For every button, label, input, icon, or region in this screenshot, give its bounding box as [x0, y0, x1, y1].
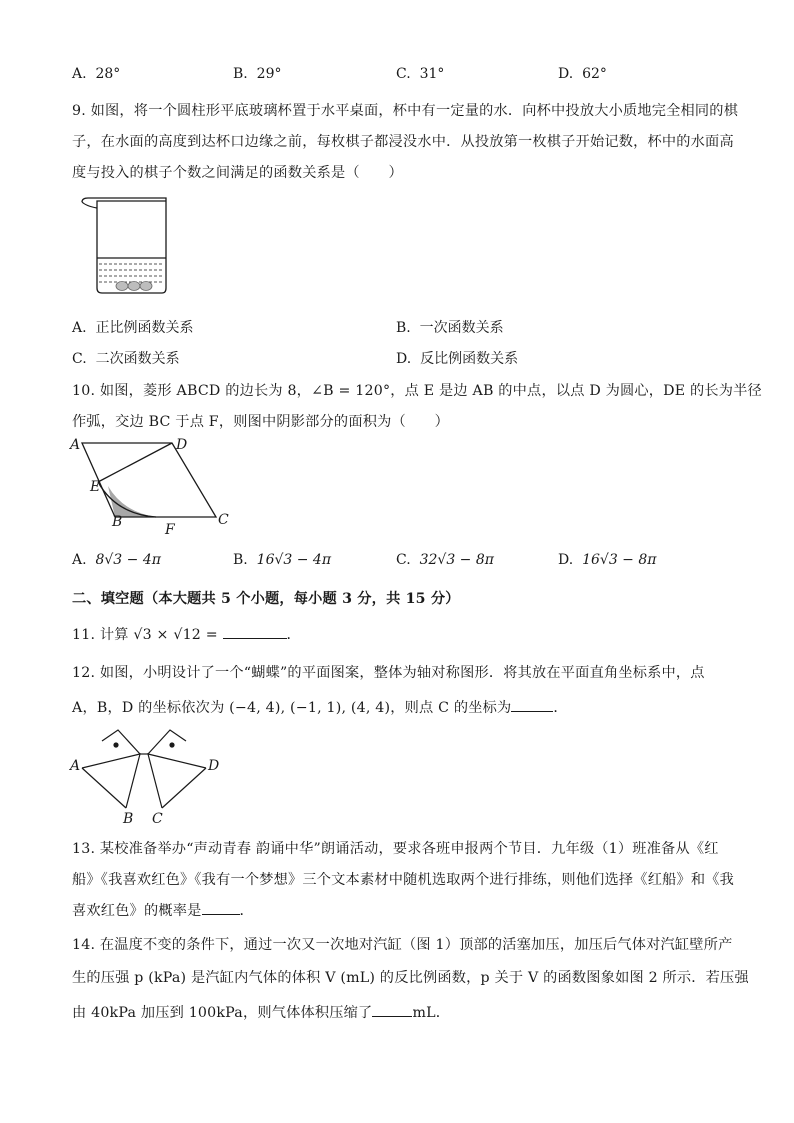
q10-label-e: E — [90, 479, 101, 495]
q12-label-b: B — [123, 811, 134, 827]
q14-text-line-2: 生的压强 p (kPa) 是汽缸内气体的体积 V (mL) 的反比例函数，p 关于 V 的函数图象如图 2 所示．若压强 — [72, 970, 749, 986]
q14-answer-blank — [372, 1004, 412, 1017]
q11-answer-blank — [223, 626, 287, 639]
q9-text-line-2: 子，在水面的高度到达杯口边缘之前，每枚棋子都浸没水中．从投放第一枚棋子开始记数，杯中的水面高 — [72, 134, 734, 150]
q9-text-line-3: 度与投入的棋子个数之间满足的函数关系是（ ） — [72, 165, 403, 181]
q8-option-d: D. 62° — [558, 66, 607, 82]
q13-text-line-3: 喜欢红色》的概率是 ． — [72, 903, 254, 919]
q9-option-b: B. 一次函数关系 — [396, 320, 504, 336]
section-2-heading: 二、填空题（本大题共 5 个小题，每小题 3 分，共 15 分） — [72, 591, 460, 607]
q12-answer-blank — [511, 699, 553, 712]
q8-option-a: A. 28° — [72, 66, 121, 82]
q11-text: 11. 计算 √3 × √12 = ． — [72, 627, 301, 643]
q9-glass-figure — [80, 198, 180, 298]
q12-label-a: A — [70, 758, 81, 774]
q9-option-a: A. 正比例函数关系 — [72, 320, 194, 336]
q12-text-line-2: A，B，D 的坐标依次为 (−4, 4), (−1, 1), (4, 4)，则点 C 的坐标为 ． — [72, 700, 568, 716]
q10-label-c: C — [218, 512, 229, 528]
q10-text-line-2: 作弧，交边 BC 于点 F，则图中阴影部分的面积为（ ） — [72, 414, 450, 430]
q9-option-d: D. 反比例函数关系 — [396, 351, 519, 367]
q9-option-c: C. 二次函数关系 — [72, 351, 180, 367]
q12-label-c: C — [152, 811, 163, 827]
q10-option-c: C. 32√3 − 8π — [396, 552, 494, 568]
q8-option-b: B. 29° — [233, 66, 282, 82]
q13-text-line-1: 13. 某校准备举办“声动青春 韵诵中华”朗诵活动，要求各班申报两个节目．九年级（1）班准备从《红 — [72, 841, 719, 857]
q10-option-b: B. 16√3 − 4π — [233, 552, 332, 568]
q8-option-c: C. 31° — [396, 66, 445, 82]
q10-label-f: F — [165, 522, 175, 538]
q14-text-line-3: 由 40kPa 加压到 100kPa，则气体体积压缩了 mL． — [72, 1005, 451, 1021]
q10-label-d: D — [176, 437, 188, 453]
q14-text-line-1: 14. 在温度不变的条件下，通过一次又一次地对汽缸（图 1）顶部的活塞加压，加压后气体对汽缸壁所产 — [72, 937, 733, 953]
q10-option-a: A. 8√3 − 4π — [72, 552, 161, 568]
q10-option-d: D. 16√3 − 8π — [558, 552, 657, 568]
q12-text-line-1: 12. 如图，小明设计了一个“蝴蝶”的平面图案，整体为轴对称图形．将其放在平面直角坐标系中，点 — [72, 665, 705, 681]
q12-butterfly-figure — [68, 724, 228, 829]
q9-text-line-1: 9. 如图，将一个圆柱形平底玻璃杯置于水平桌面，杯中有一定量的水．向杯中投放大小质地完全相同的棋 — [72, 103, 739, 119]
q13-answer-blank — [202, 902, 240, 915]
q10-text-line-1: 10. 如图，菱形 ABCD 的边长为 8，∠B = 120°，点 E 是边 AB 的中点，以点 D 为圆心，DE 的长为半径 — [72, 383, 762, 399]
q10-label-b: B — [112, 514, 123, 530]
q10-rhombus-figure — [68, 434, 238, 539]
q10-label-a: A — [70, 437, 81, 453]
q12-label-d: D — [208, 758, 220, 774]
q13-text-line-2: 船》《我喜欢红色》《我有一个梦想》三个文本素材中随机选取两个进行排练，则他们选择《红船》和《我 — [72, 872, 735, 888]
